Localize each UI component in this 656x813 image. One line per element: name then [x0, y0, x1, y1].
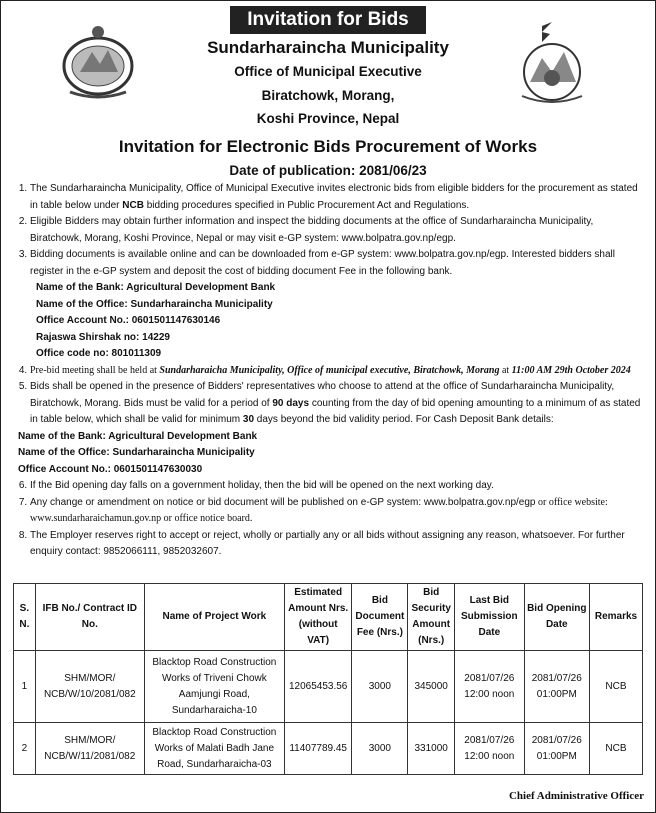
list-item: 2. Eligible Bidders may obtain further information and inspect the bidding documents at the office of Sundarharaincha Municipality, Biratchowk, Morang, Koshi Province, Nepal or may visit e-GP system: www.bolpatra.gov.np/egp. — [30, 214, 644, 247]
header-work: Name of Project Work — [144, 584, 284, 651]
cell-opening: 2081/07/26 01:00PM — [524, 723, 589, 775]
org-address-1: Biratchowk, Morang, — [261, 88, 395, 103]
cell-submission: 2081/07/26 12:00 noon — [455, 651, 525, 723]
org-name: Sundarharaincha Municipality — [207, 38, 449, 57]
cell-fee: 3000 — [352, 651, 408, 723]
cell-remarks: NCB — [589, 651, 642, 723]
org-address-2: Koshi Province, Nepal — [256, 111, 400, 126]
cell-amount: 12065453.56 — [284, 651, 351, 723]
table-row — [14, 651, 643, 723]
header-ifb: IFB No./ Contract ID No. — [35, 584, 144, 651]
banner-title: Invitation for Bids — [230, 6, 426, 34]
list-item: 5. Bids shall be opened in the presence of Bidders' representatives who choose to attend at the office of Sundarharaincha Municipality, Biratchowk, Morang. Bids must be valid for a period of 90 days counting from the day of bid opening amounting to a minimum of as stated in table below, which shall be valid for minimum 30 days beyond the bid validity period. For Cash Deposit Bank details: Name of the Bank: Agricultural Development Bank Name of the Office: Sundarharaincha Municipality Office Account No.: 0601501147630030 — [30, 379, 644, 478]
header-remarks: Remarks — [589, 584, 642, 651]
cell-remarks: NCB — [589, 723, 642, 775]
cell-sn: 1 — [14, 651, 36, 723]
table-row — [14, 723, 643, 775]
cell-opening: 2081/07/26 01:00PM — [524, 651, 589, 723]
cell-ifb: SHM/MOR/ NCB/W/11/2081/082 — [35, 723, 144, 775]
notice-title: Invitation for Electronic Bids Procurement of Works — [118, 137, 538, 156]
cell-security: 345000 — [408, 651, 455, 723]
header-opening: Bid Opening Date — [524, 584, 589, 651]
list-item: 6. If the Bid opening day falls on a government holiday, then the bid will be opened on the next working day. — [30, 478, 644, 495]
header-amount: Estimated Amount Nrs. (without VAT) — [284, 584, 351, 651]
signature: Chief Administrative Officer — [508, 790, 644, 802]
cell-work: Blacktop Road Construction Works of Malati Badh Jane Road, Sundarharaicha-03 — [144, 723, 284, 775]
bank-details-1: Name of the Bank: Agricultural Development Bank Name of the Office: Sundarharaincha Municipality Office Account No.: 0601501147630146 Rajaswa Shirshak no: 14229 Office code no: 801011309 — [36, 282, 276, 359]
list-item: 8. The Employer reserves right to accept or reject, wholly or partially any or all bids without assigning any reason, whatsoever. For further enquiry contact: 9852066111, 9852032607. — [30, 528, 644, 561]
cell-work: Blacktop Road Construction Works of Triveni Chowk Aamjungi Road, Sundarharaicha-10 — [144, 651, 284, 723]
notice-body — [12, 181, 644, 561]
cell-amount: 11407789.45 — [284, 723, 351, 775]
header-sn: S. N. — [14, 584, 36, 651]
cell-security: 331000 — [408, 723, 455, 775]
header-fee: Bid Document Fee (Nrs.) — [352, 584, 408, 651]
bids-table — [13, 583, 643, 775]
cell-ifb: SHM/MOR/ NCB/W/10/2081/082 — [35, 651, 144, 723]
org-office: Office of Municipal Executive — [234, 64, 422, 79]
bank-details-2: Name of the Bank: Agricultural Development Bank Name of the Office: Sundarharaincha Municipality Office Account No.: 0601501147630030 — [18, 430, 258, 475]
cell-sn: 2 — [14, 723, 36, 775]
cell-fee: 3000 — [352, 723, 408, 775]
list-item: 4. Pre-bid meeting shall be held at Sundarharaicha Municipality, Office of municipal executive, Biratchowk, Morang at 11:00 AM 29th October 2024 — [30, 363, 644, 380]
publication-date: Date of publication: 2081/06/23 — [229, 163, 427, 178]
list-item: 3. Bidding documents is available online and can be downloaded from e-GP system: www.bolpatra.gov.np/egp. Interested bidders shall register in the e-GP system and deposit the cost of bidding document Fee in the following bank. Name of the Bank: Agricultural Development Bank Name of the Office: Sundarharaincha Municipality Office Account No.: 0601501147630146 Rajaswa Shirshak no: 14229 Office code no: 801011309 — [30, 247, 644, 363]
list-item: 1. The Sundarharaincha Municipality, Office of Municipal Executive invites electronic bids from eligible bidders for the procurement as stated in table below under NCB bidding procedures specified in Public Procurement Act and Regulations. — [30, 181, 644, 214]
cell-submission: 2081/07/26 12:00 noon — [455, 723, 525, 775]
header-security: Bid Security Amount (Nrs.) — [408, 584, 455, 651]
list-item: 7. Any change or amendment on notice or bid document will be published on e-GP system: www.bolpatra.gov.np/egp or office website: www.sundarharaichamun.gov.np or office notice board. — [30, 495, 644, 528]
table-header-row — [14, 584, 643, 651]
header-submission: Last Bid Submission Date — [455, 584, 525, 651]
